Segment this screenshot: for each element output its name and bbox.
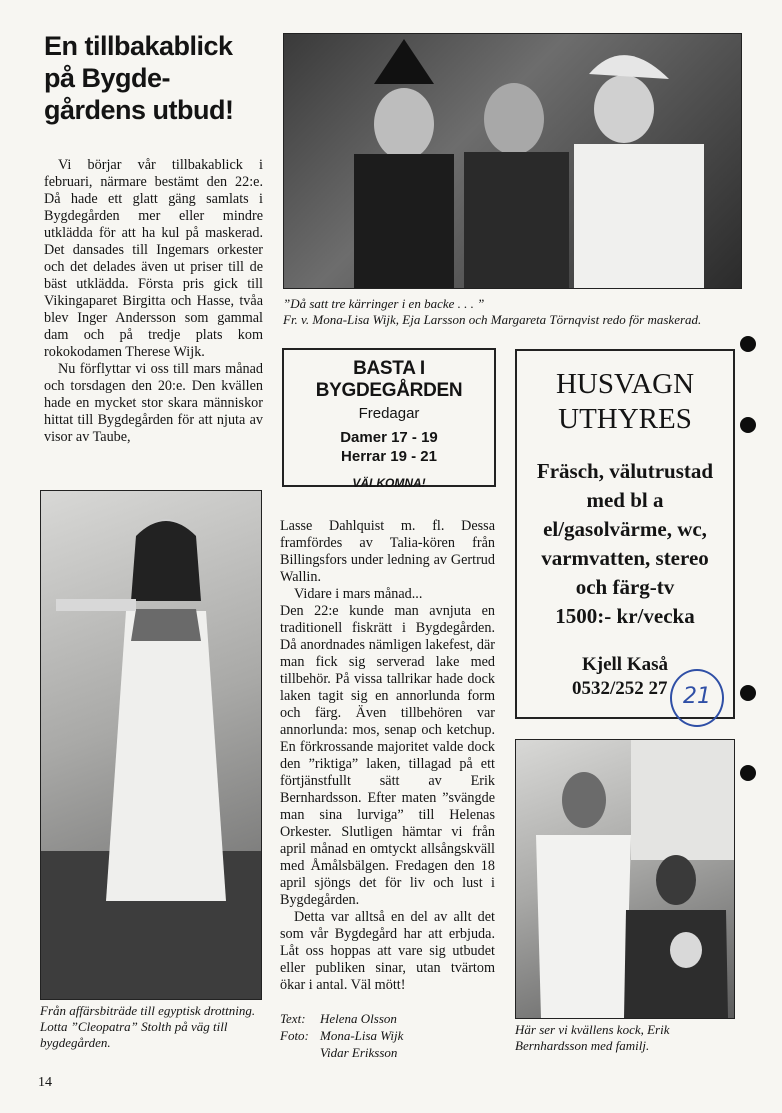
husvagn-desc-5: och färg-tv (575, 575, 675, 599)
top-photo-caption-names: Fr. v. Mona-Lisa Wijk, Eja Larsson och Margareta Törnqvist redo för maskerad. (283, 312, 702, 327)
husvagn-price: 1500:- kr/vecka (555, 604, 695, 628)
husvagn-desc-2: med bl a (586, 488, 664, 512)
cleopatra-photo-figure (41, 491, 261, 999)
binder-hole (740, 417, 756, 433)
cleopatra-photo (40, 490, 262, 1000)
article-paragraph: Lasse Dahlquist m. fl. Dessa framfördes av Talia-kören från Billingsfors under ledning av Gertrud Wallin. (280, 518, 495, 585)
left-photo-caption: Från affärsbiträde till egyptisk drottning. Lotta ”Cleopatra” Stolth på väg till bygdegården. (40, 1003, 256, 1050)
article-paragraph: Vi börjar vår tillbakablick i februari, närmare bestämt den 22:e. Då hade ett glatt gäng samlats i Bygdegården mer eller mindre utklädda för att ha kul på maskerad. Det dansades till Ingemars orkester och det delades även ut priser till de bäst utklädda. Första pris gick till Vikingaparet Birgitta och Hasse, tvåa blev Inger Andersson som gammal dam och på tredje plats kom rokokodamen Therese Wijk. (44, 157, 263, 360)
family-photo-figures (516, 740, 734, 1018)
basta-title: BASTA I BYGDEGÅRDEN (315, 358, 463, 401)
binder-hole (740, 765, 756, 781)
headline-line-1: En tillbakablick (44, 31, 233, 61)
husvagn-title-2: UTHYRES (558, 403, 692, 435)
binder-hole (740, 336, 756, 352)
right-photo-caption: Här ser vi kvällens kock, Erik Bernhardsson med familj. (515, 1022, 670, 1053)
husvagn-desc-1: Fräsch, välutrustad (536, 459, 714, 483)
page-number: 14 (38, 1075, 52, 1090)
masquerade-photo-figures (284, 34, 741, 288)
credits-text-author: Helena Olsson (320, 1011, 397, 1026)
credits-photo-label: Foto: (280, 1028, 309, 1043)
family-photo (515, 739, 735, 1019)
credits-photographer: Mona-Lisa Wijk (320, 1028, 404, 1043)
article-column-1 (44, 157, 263, 446)
article-column-2 (280, 518, 495, 994)
credits-photographer: Vidar Eriksson (320, 1045, 398, 1060)
article-paragraph: Den 22:e kunde man avnjuta en traditionell fiskrätt i Bygdegården. Då anordnades nämligen lakefest, där man fick sig serverad lake med tillbehör. På vissa tallrikar hade dock laken tagit sig en annorlunda form och färg. Även tillbehören var annorlunda: mos, senap och ketchup. En förkrossande majoritet valde dock den ”riktiga” laken, tillagad på ett förtjänstfullt sätt av Erik Bernhardsson. Efter maten ”svängde man sina lurviga” till Helenas Orkester. Slutligen hämtar vi från april månad en omtyckt allsångskväll med Åmålsbälgen. Fredagen den 18 april sjöngs det för liv och lust i Bygdegården. (280, 603, 495, 908)
basta-day: Fredagar (358, 405, 420, 422)
husvagn-desc-3: el/gasolvärme, wc, (543, 517, 707, 541)
top-photo-caption (283, 296, 743, 328)
article-paragraph: Nu förflyttar vi oss till mars månad och torsdagen den 20:e. Den kvällen hade en mycket stor skara människor hittat till Bygdegården för att njuta av visor av Taube, (44, 361, 263, 445)
basta-men-hours: Herrar 19 - 21 (341, 448, 437, 465)
credits-text-label: Text: (280, 1011, 306, 1026)
handwritten-circled-number: 21 (670, 669, 724, 727)
binder-hole (740, 685, 756, 701)
headline-line-2: på Bygde- (44, 63, 171, 93)
basta-advertisement (282, 348, 496, 490)
husvagn-advertisement (515, 349, 735, 719)
article-paragraph: Detta var alltså en del av allt det som vår Bygdegård har att erbjuda. Låt oss hoppas att vare sig utbudet eller publiken sinar, utan tvärtom ökar i antal. Väl mött! (280, 909, 495, 993)
husvagn-desc-4: varmvatten, stereo (541, 546, 709, 570)
husvagn-title-1: HUSVAGN (555, 368, 695, 400)
top-photo-caption-quote: ”Då satt tre kärringer i en backe . . . ” (283, 296, 485, 311)
headline-line-3: gårdens utbud! (44, 95, 234, 125)
article-paragraph: Vidare i mars månad... (294, 586, 423, 602)
husvagn-contact-phone: 0532/252 27 (572, 678, 668, 699)
article-credits (280, 1010, 495, 1061)
article-headline (44, 30, 269, 126)
basta-women-hours: Damer 17 - 19 (340, 429, 438, 446)
basta-welcome: VÄLKOMNA! (352, 476, 426, 490)
husvagn-contact-name: Kjell Kaså (581, 654, 669, 675)
masquerade-photo (283, 33, 742, 289)
